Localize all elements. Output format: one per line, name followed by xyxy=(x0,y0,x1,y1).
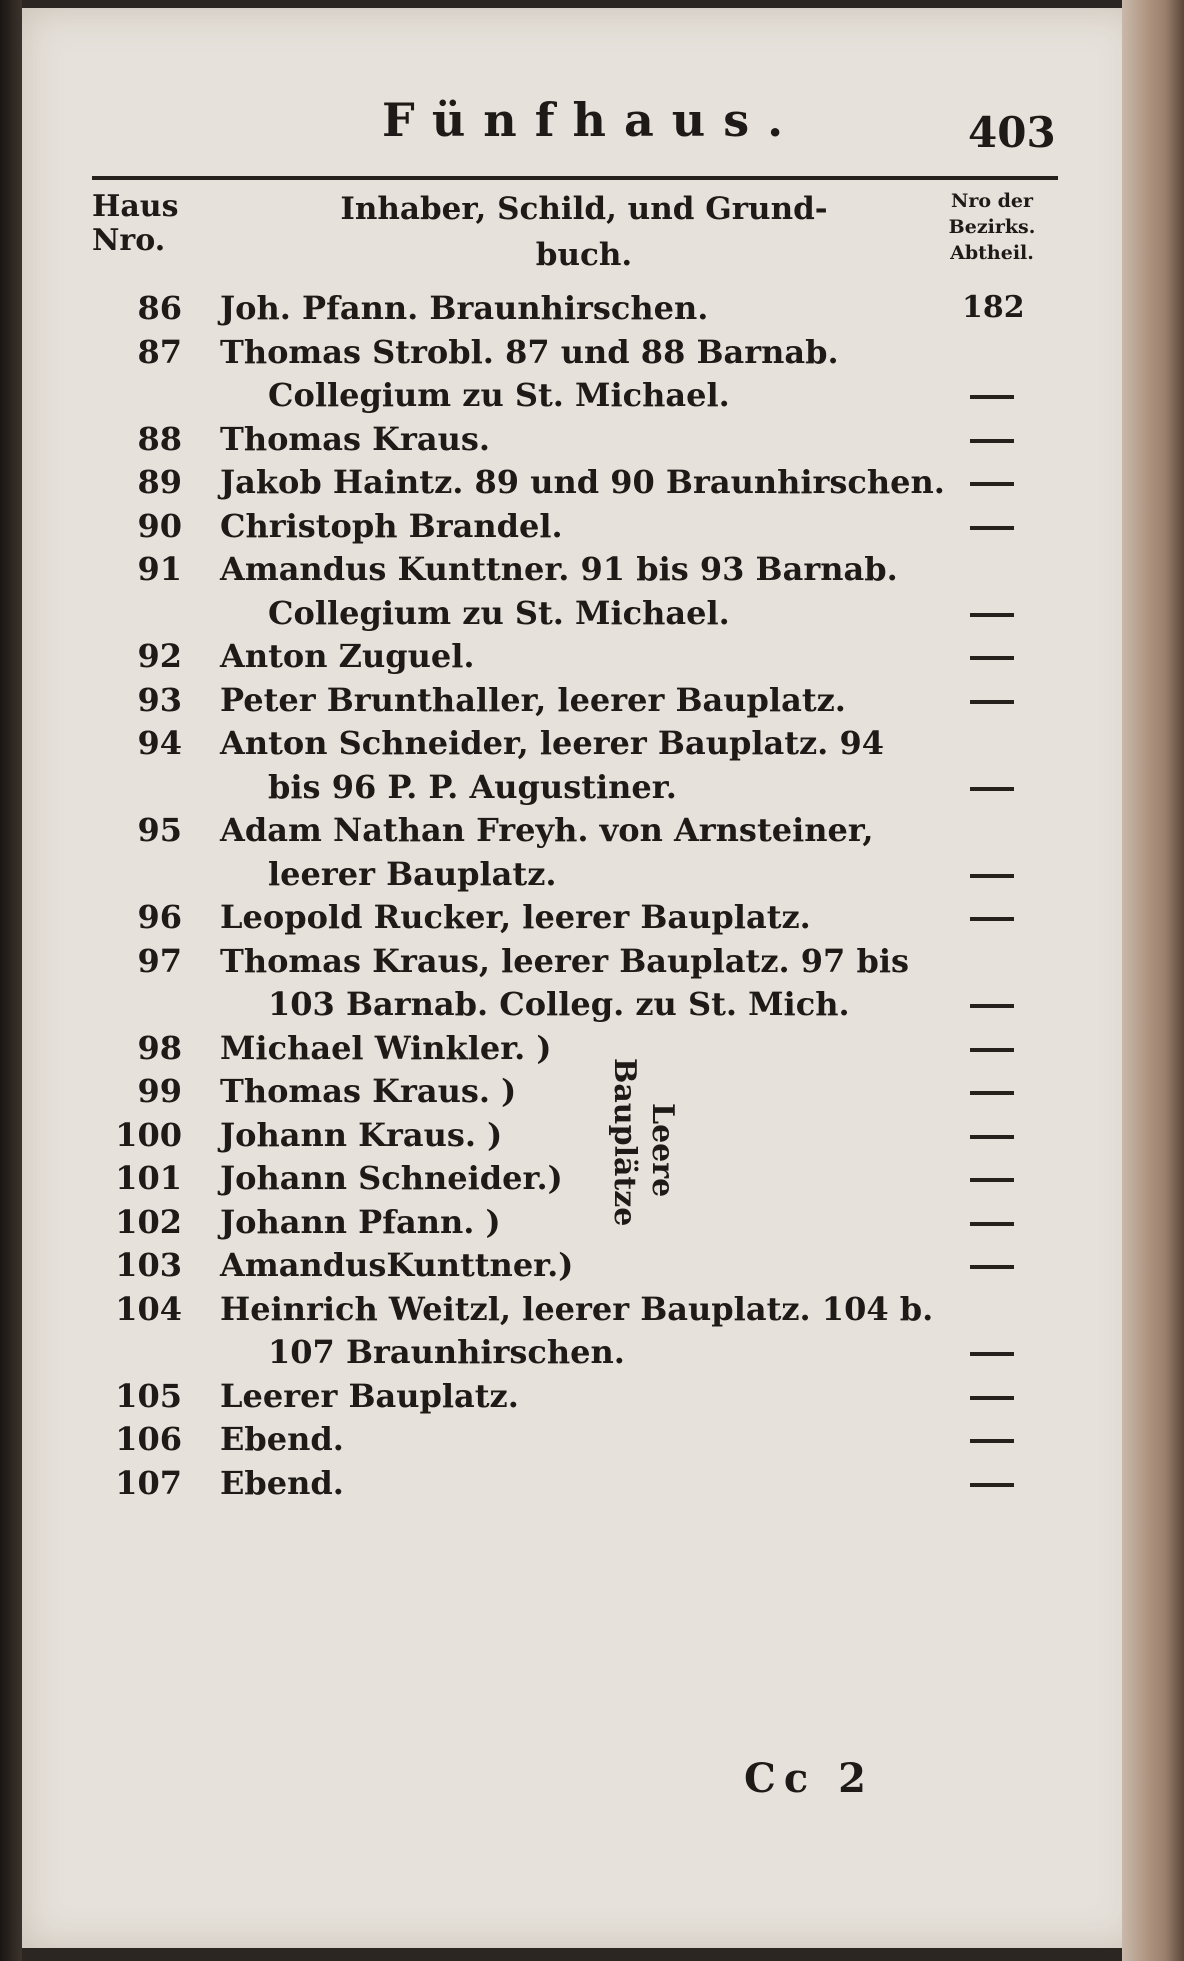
house-number: 102 xyxy=(115,1202,182,1241)
district-ref-dash xyxy=(970,1048,1014,1052)
house-number: 99 xyxy=(137,1072,182,1110)
entry-text: Johann Schneider.) xyxy=(220,1159,563,1197)
page-title: Fünfhaus. xyxy=(382,93,802,147)
entry-text: Michael Winkler. ) xyxy=(220,1028,552,1067)
entry-text: Johann Kraus. ) xyxy=(220,1115,503,1154)
header-district xyxy=(922,188,1062,266)
bracket-note-word2: Bauplätze xyxy=(607,1058,642,1227)
district-ref-dash xyxy=(970,1352,1014,1356)
entry-text: Thomas Kraus. ) xyxy=(220,1072,517,1110)
district-ref-dash xyxy=(970,1091,1014,1095)
header-owner-line2: buch. xyxy=(535,237,633,273)
district-ref-dash xyxy=(970,1004,1014,1008)
header-haus-line2: Nro. xyxy=(92,223,166,258)
entry-text: Leopold Rucker, leerer Bauplatz. xyxy=(220,898,811,936)
house-number: 103 xyxy=(115,1246,182,1284)
house-number: 89 xyxy=(137,463,182,501)
entry-text: Collegium zu St. Michael. xyxy=(268,593,730,632)
house-number: 98 xyxy=(137,1028,182,1067)
house-number: 88 xyxy=(137,419,182,458)
header-district-line3: Abtheil. xyxy=(950,242,1034,264)
district-ref-dash xyxy=(970,787,1014,791)
house-number: 100 xyxy=(115,1115,182,1154)
district-ref-dash xyxy=(970,395,1014,399)
entry-text: Adam Nathan Freyh. von Arnsteiner, xyxy=(220,811,874,849)
entry-text: Heinrich Weitzl, leerer Bauplatz. 104 b. xyxy=(220,1289,934,1328)
district-ref-dash xyxy=(970,700,1014,704)
district-ref-dash xyxy=(970,526,1014,530)
house-number: 105 xyxy=(115,1376,182,1415)
district-ref-dash xyxy=(970,482,1014,486)
signature-mark: Cc 2 xyxy=(744,1755,874,1802)
header-rule xyxy=(92,176,1058,180)
house-number: 96 xyxy=(137,898,182,936)
header-district-line1: Nro der xyxy=(950,190,1034,212)
bracket-note-word1: Leere xyxy=(645,1103,680,1198)
district-ref-dash xyxy=(970,656,1014,660)
entry-text: 103 Barnab. Colleg. zu St. Mich. xyxy=(268,985,850,1023)
entry-text: AmandusKunttner.) xyxy=(220,1246,574,1284)
house-number: 86 xyxy=(137,289,182,327)
house-number: 93 xyxy=(137,680,182,719)
entry-text: Thomas Strobl. 87 und 88 Barnab. xyxy=(220,332,839,371)
house-number: 91 xyxy=(137,550,182,588)
entry-text: Jakob Haintz. 89 und 90 Braunhirschen. xyxy=(220,463,945,501)
entry-text: Christoph Brandel. xyxy=(220,506,563,545)
page-edge xyxy=(1122,0,1184,1961)
entry-text: Amandus Kunttner. 91 bis 93 Barnab. xyxy=(220,550,898,588)
header-owner-line1: Inhaber, Schild, und Grund- xyxy=(340,191,828,227)
book-spine xyxy=(0,0,22,1961)
entry-text: bis 96 P. P. Augustiner. xyxy=(268,767,677,806)
district-ref-dash xyxy=(970,1483,1014,1487)
entry-text: Ebend. xyxy=(220,1463,344,1502)
district-ref: 182 xyxy=(962,290,1025,325)
header-haus-nro xyxy=(92,190,178,258)
entry-text: Joh. Pfann. Braunhirschen. xyxy=(220,289,709,327)
house-number: 87 xyxy=(137,332,182,371)
house-number: 95 xyxy=(137,811,182,849)
header-haus-line1: Haus xyxy=(92,189,179,224)
entry-text: Anton Zuguel. xyxy=(220,637,475,675)
district-ref-dash xyxy=(970,1178,1014,1182)
entry-text: Johann Pfann. ) xyxy=(220,1202,501,1241)
house-number: 104 xyxy=(115,1289,182,1328)
district-ref-dash xyxy=(970,1135,1014,1139)
house-number: 90 xyxy=(137,506,182,545)
house-number: 101 xyxy=(115,1159,182,1197)
district-ref-dash xyxy=(970,1265,1014,1269)
book-page xyxy=(22,8,1140,1948)
entry-text: Thomas Kraus. xyxy=(220,419,490,458)
header-owner xyxy=(304,186,864,278)
header-district-line2: Bezirks. xyxy=(948,216,1036,238)
house-number: 92 xyxy=(137,637,182,675)
entry-text: leerer Bauplatz. xyxy=(268,854,557,893)
entry-text: Thomas Kraus, leerer Bauplatz. 97 bis xyxy=(220,941,909,980)
entry-text: Peter Brunthaller, leerer Bauplatz. xyxy=(220,680,846,719)
entry-text: Ebend. xyxy=(220,1420,344,1458)
district-ref-dash xyxy=(970,1396,1014,1400)
district-ref-dash xyxy=(970,1439,1014,1443)
page-number: 403 xyxy=(968,108,1056,157)
district-ref-dash xyxy=(970,917,1014,921)
entry-text: Collegium zu St. Michael. xyxy=(268,376,730,414)
district-ref-dash xyxy=(970,613,1014,617)
house-number: 94 xyxy=(137,724,182,762)
entry-text: 107 Braunhirschen. xyxy=(268,1333,625,1371)
entry-text: Anton Schneider, leerer Bauplatz. 94 xyxy=(220,724,884,762)
house-number: 107 xyxy=(115,1463,182,1502)
district-ref-dash xyxy=(970,874,1014,878)
district-ref-dash xyxy=(970,1222,1014,1226)
entry-text: Leerer Bauplatz. xyxy=(220,1376,519,1415)
district-ref-dash xyxy=(970,439,1014,443)
house-number: 106 xyxy=(115,1420,182,1458)
house-number: 97 xyxy=(137,941,182,980)
